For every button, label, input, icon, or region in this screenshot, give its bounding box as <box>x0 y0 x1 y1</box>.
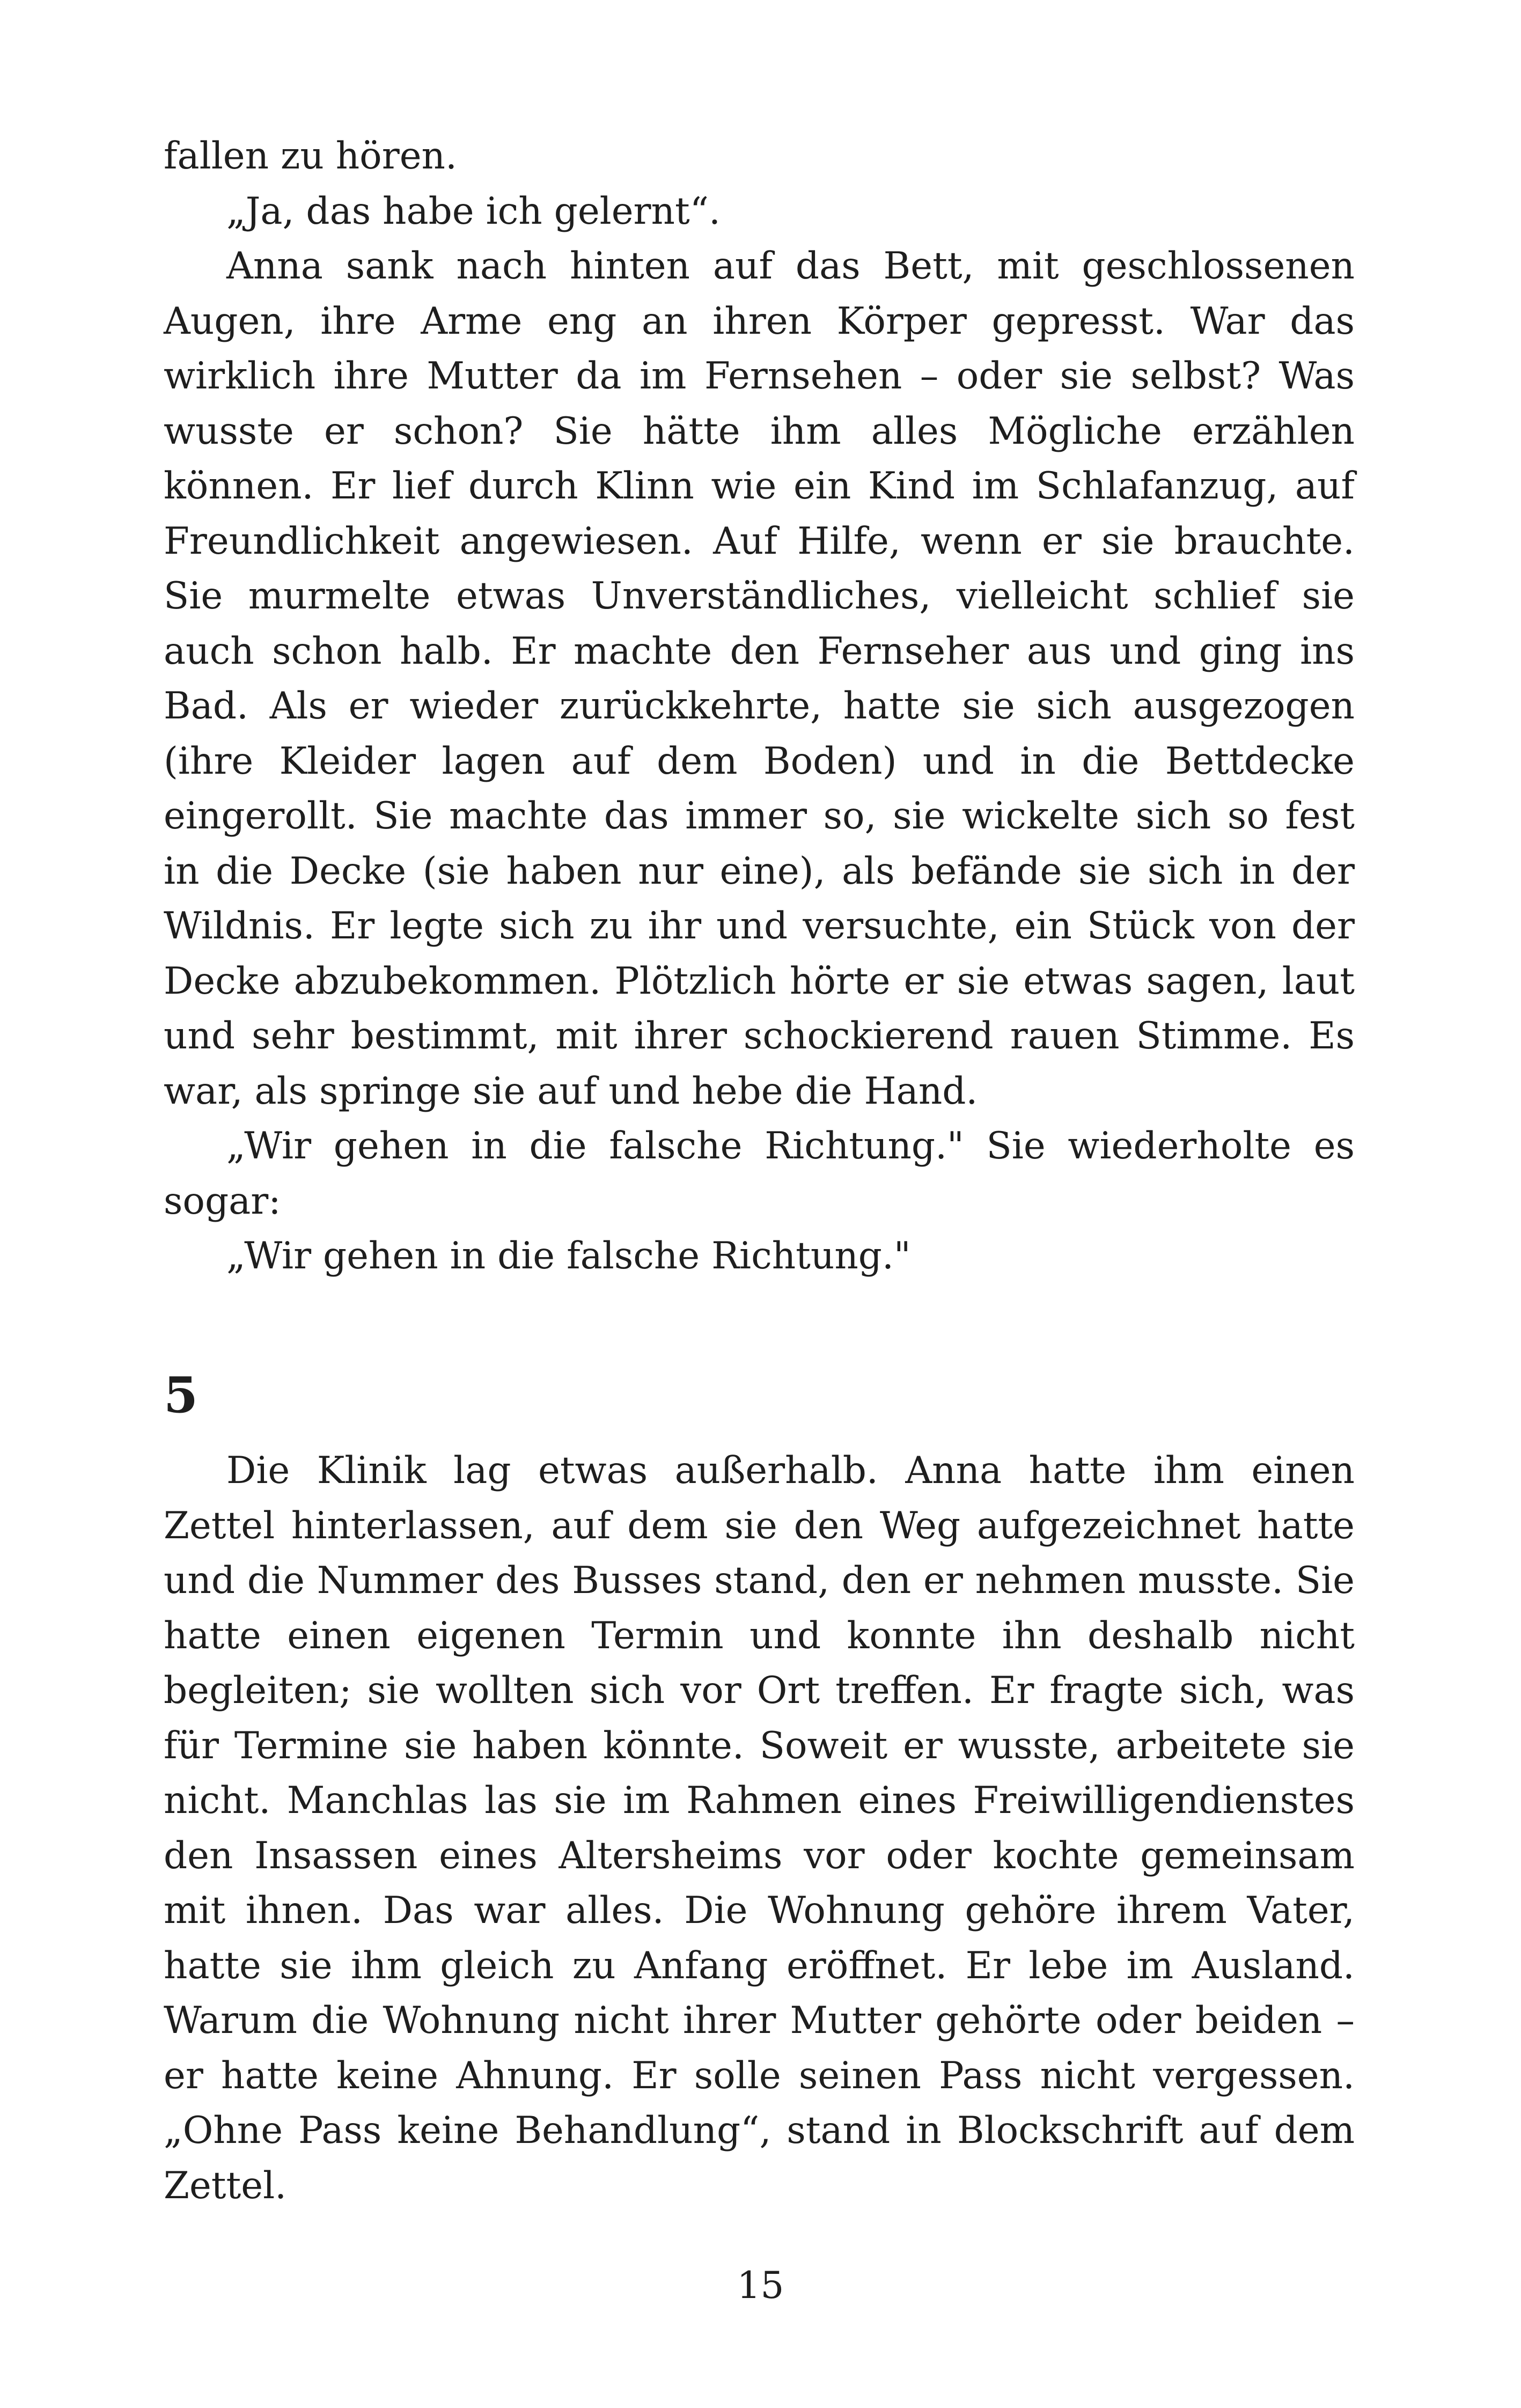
book-page <box>164 129 1355 2207</box>
paragraph-body: Anna sank nach hinten auf das Bett, mit geschlossenen Augen, ihre Arme eng an ihren Körper gepresst. War das wirklich ihre Mutter da im Fernsehen – oder sie selbst? Was wusste er schon? Sie hätte ihm alles Mögliche erzählen können. Er lief durch Klinn wie ein Kind im Schlafanzug, auf Freundlichkeit angewiesen. Auf Hilfe, wenn er sie brauchte. Sie murmelte etwas Unverständliches, vielleicht schlief sie auch schon halb. Er machte den Fernseher aus und ging ins Bad. Als er wieder zurückkehrte, hatte sie sich ausgezogen (ihre Kleider lagen auf dem Boden) und in die Bettdecke eingerollt. Sie machte das immer so, sie wickelte sich so fest in die Decke (sie haben nur eine), als befände sie sich in der Wildnis. Er legte sich zu ihr und versuchte, ein Stück von der Decke abzubekommen. Plötzlich hörte er sie etwas sagen, laut und sehr bestimmt, mit ihrer schockierend rauen Stimme. Es war, als springe sie auf und hebe die Hand. <box>164 245 1355 1113</box>
previous-section-text <box>164 129 1355 1284</box>
paragraph-dialogue: „Wir gehen in die falsche Richtung." <box>226 1235 911 1278</box>
page-number: 15 <box>737 2264 784 2307</box>
paragraph-body: Die Klinik lag etwas außerhalb. Anna hatte ihm einen Zettel hinterlassen, auf dem sie den Weg aufgezeichnet hatte und die Nummer des Busses stand, den er nehmen musste. Sie hatte einen eigenen Termin und konnte ihn deshalb nicht begleiten; sie wollten sich vor Ort treffen. Er fragte sich, was für Termine sie haben könnte. Soweit er wusste, arbeitete sie nicht. Manchlas las sie im Rahmen eines Freiwilligendienstes den Insassen eines Altersheims vor oder kochte gemeinsam mit ihnen. Das war alles. Die Wohnung gehöre ihrem Vater, hatte sie ihm gleich zu Anfang eröffnet. Er lebe im Ausland. Warum die Wohnung nicht ihrer Mutter gehörte oder beiden – er hatte keine Ahnung. Er solle seinen Pass nicht vergessen. „Ohne Pass keine Behandlung“, stand in Blockschrift auf dem Zettel. <box>164 1449 1355 2207</box>
chapter-number: 5 <box>164 1366 199 1424</box>
paragraph-dialogue: „Wir gehen in die falsche Richtung." Sie wiederholte es sogar: <box>164 1125 1355 1223</box>
paragraph-continuation: fallen zu hören. <box>164 135 457 178</box>
paragraph-dialogue: „Ja, das habe ich gelernt“. <box>226 189 721 233</box>
chapter-text <box>164 1443 1355 2213</box>
